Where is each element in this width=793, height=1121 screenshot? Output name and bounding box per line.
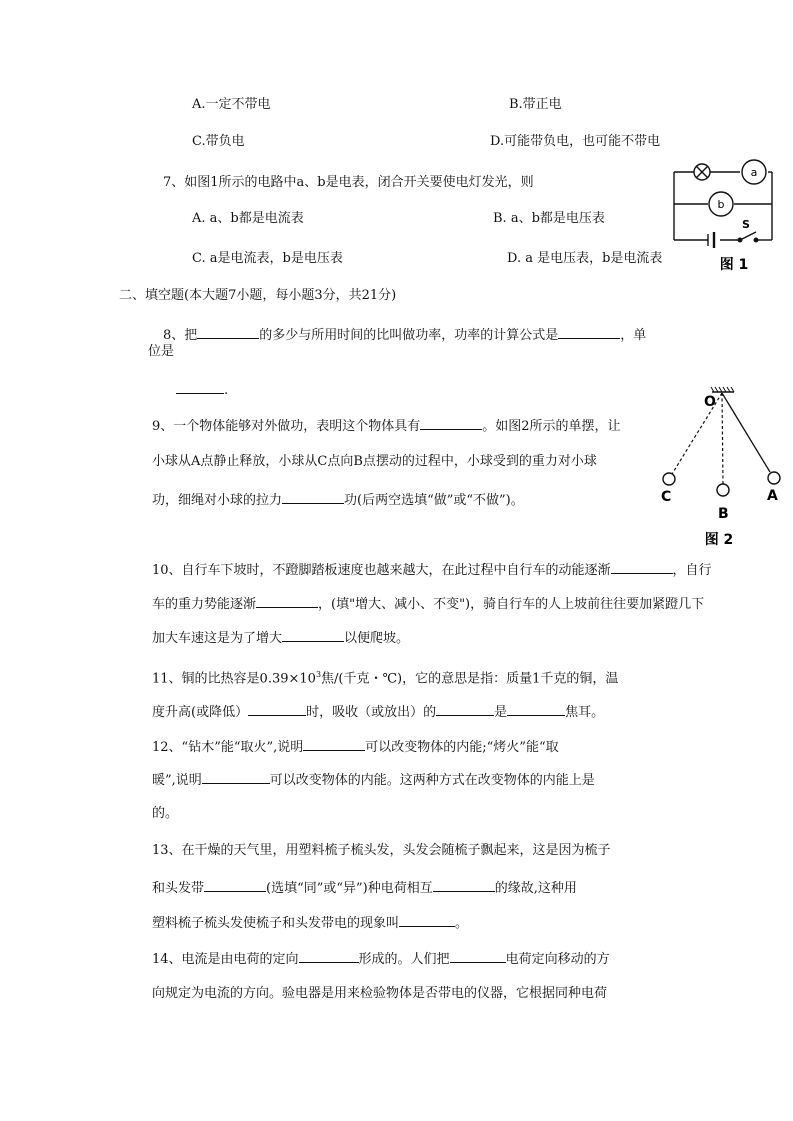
- q10-blank-2[interactable]: [256, 594, 318, 608]
- q8-end: .: [224, 383, 229, 398]
- q14-line-1: [152, 949, 610, 969]
- q10-line-3: [152, 628, 409, 648]
- q11-blank-2[interactable]: [436, 702, 494, 716]
- point-a-label: A: [767, 488, 778, 504]
- q11-blank-1[interactable]: [248, 702, 306, 716]
- q8-text-1: 8、把: [163, 328, 198, 343]
- q8-line-3: [176, 380, 228, 400]
- q8-text-3: ，单: [620, 328, 647, 343]
- q6-option-b: B.带正电: [509, 97, 562, 112]
- q10-text-2: ，自行: [672, 563, 712, 578]
- section-2-heading: 二、填空题(本大题7小题，每小题3分，共21分): [119, 288, 397, 303]
- point-b-label: B: [718, 506, 729, 522]
- q8-line-1: [163, 325, 646, 345]
- q11-text-3: 度升高(或降低）: [152, 705, 249, 720]
- figure-1-circuit: [668, 158, 780, 276]
- q8-text-2: 的多少与所用时间的比叫做功率，功率的计算公式是: [259, 328, 559, 343]
- q8-blank-3[interactable]: [176, 380, 224, 394]
- q12-blank-1[interactable]: [303, 737, 365, 751]
- figure-1-caption: 图 1: [719, 257, 749, 273]
- meter-b-label: b: [717, 198, 725, 211]
- q13-blank-2[interactable]: [433, 878, 495, 892]
- q10-text-1: 10、自行车下坡时，不蹬脚踏板速度也越来越大，在此过程中自行车的动能逐渐: [152, 563, 611, 578]
- figure-2-pendulum: [652, 384, 788, 550]
- q7-option-c: C. a是电流表，b是电压表: [192, 251, 343, 266]
- q11-line-1: [152, 666, 618, 688]
- q12-text-1: 12、“钻木”能“取火”,说明: [152, 740, 304, 755]
- q9-line-2: 小球从A点静止释放，小球从C点向B点摆动的过程中，小球受到的重力对小球: [152, 454, 597, 469]
- q9-text-2: 。如图2所示的单摆，让: [482, 419, 621, 434]
- q7-option-b: B. a、b都是电压表: [493, 211, 605, 226]
- q14-line-2: 向规定为电流的方向。验电器是用来检验物体是否带电的仪器，它根据同种电荷: [152, 986, 608, 1001]
- q14-text-2: 形成的。人们把: [358, 952, 450, 967]
- q13-text-4: 塑料梳子梳头发使梳子和头发带电的现象叫: [152, 916, 400, 931]
- q9-blank-1[interactable]: [420, 416, 482, 430]
- q6-option-c: C.带负电: [192, 134, 245, 149]
- q11-text-1: 11、铜的比热容是0.39×10: [152, 671, 316, 687]
- q13-blank-3[interactable]: [399, 913, 455, 927]
- q11-text-6: 焦耳。: [565, 705, 605, 720]
- q11-text-5: 是: [494, 705, 508, 720]
- q7-option-a: A. a、b都是电流表: [192, 211, 304, 226]
- q11-line-2: [152, 702, 604, 722]
- q12-line-2: [152, 770, 595, 790]
- q14-text-1: 14、电流是由电荷的定向: [152, 952, 299, 967]
- q9-blank-2[interactable]: [282, 490, 344, 504]
- q12-text-2: 可以改变物体的内能;“烤火”能“取: [365, 740, 559, 755]
- q7-option-d: D. a 是电压表，b是电流表: [507, 251, 663, 266]
- q10-blank-3[interactable]: [282, 628, 344, 642]
- q8-line-2: 位是: [148, 344, 175, 359]
- q13-line-2: [152, 878, 577, 898]
- q13-text-1: 和头发带: [152, 881, 205, 896]
- q13-blank-1[interactable]: [204, 878, 266, 892]
- q8-blank-1[interactable]: [197, 325, 259, 339]
- q13-text-5: 。: [455, 916, 469, 931]
- q10-text-5: 加大车速这是为了增大: [152, 631, 283, 646]
- q10-line-2: [152, 594, 704, 614]
- q11-superscript: 3: [315, 670, 322, 679]
- q9-line-1: [152, 416, 621, 436]
- q10-blank-1[interactable]: [611, 560, 673, 574]
- q12-line-1: [152, 737, 559, 757]
- q12-text-4: 可以改变物体的内能。这两种方式在改变物体的内能上是: [269, 773, 595, 788]
- q11-blank-3[interactable]: [507, 702, 565, 716]
- q9-line-3: [152, 490, 524, 510]
- q13-line-1: 13、在干燥的天气里，用塑料梳子梳头发，头发会随梳子飘起来，这是因为梳子: [152, 843, 611, 858]
- q13-text-2: (选填“同”或“异”)种电荷相互: [266, 881, 433, 896]
- q14-text-3: 电荷定向移动的方: [505, 952, 610, 967]
- point-c-label: C: [661, 489, 672, 505]
- q7-stem: 7、如图1所示的电路中a、b是电表，闭合开关要使电灯发光，则: [163, 175, 534, 190]
- q10-text-6: 以便爬坡。: [344, 631, 410, 646]
- q10-text-4: ，(填"增大、减小、不变")，骑自行车的人上坡前往往要加紧蹬几下: [318, 597, 705, 612]
- q12-line-3: 的。: [152, 806, 179, 821]
- q10-line-1: [152, 560, 712, 580]
- q11-text-2: 焦/(千克・℃)，它的意思是指：质量1千克的铜，温: [321, 671, 619, 687]
- point-o-label: O: [704, 394, 716, 410]
- q14-blank-1[interactable]: [299, 949, 359, 963]
- q8-blank-2[interactable]: [558, 325, 620, 339]
- meter-a-label: a: [750, 166, 758, 179]
- q9-text-1: 9、一个物体能够对外做功，表明这个物体具有: [152, 419, 421, 434]
- q6-option-d: D.可能带负电，也可能不带电: [490, 134, 661, 149]
- q9-text-3: 功，细绳对小球的拉力: [152, 493, 283, 508]
- q11-text-4: 时，吸收（或放出）的: [306, 705, 437, 720]
- q6-option-a: A.一定不带电: [192, 97, 271, 112]
- q9-text-4: 功(后两空选填“做”或“不做”)。: [344, 493, 524, 508]
- q12-blank-2[interactable]: [202, 770, 270, 784]
- figure-2-caption: 图 2: [704, 532, 734, 548]
- q10-text-3: 车的重力势能逐渐: [152, 597, 257, 612]
- switch-label: S: [742, 218, 750, 231]
- q13-line-3: [152, 913, 468, 933]
- q12-text-3: 暖”,说明: [152, 773, 202, 788]
- q13-text-3: 的缘故,这种用: [494, 881, 577, 896]
- q14-blank-2[interactable]: [450, 949, 506, 963]
